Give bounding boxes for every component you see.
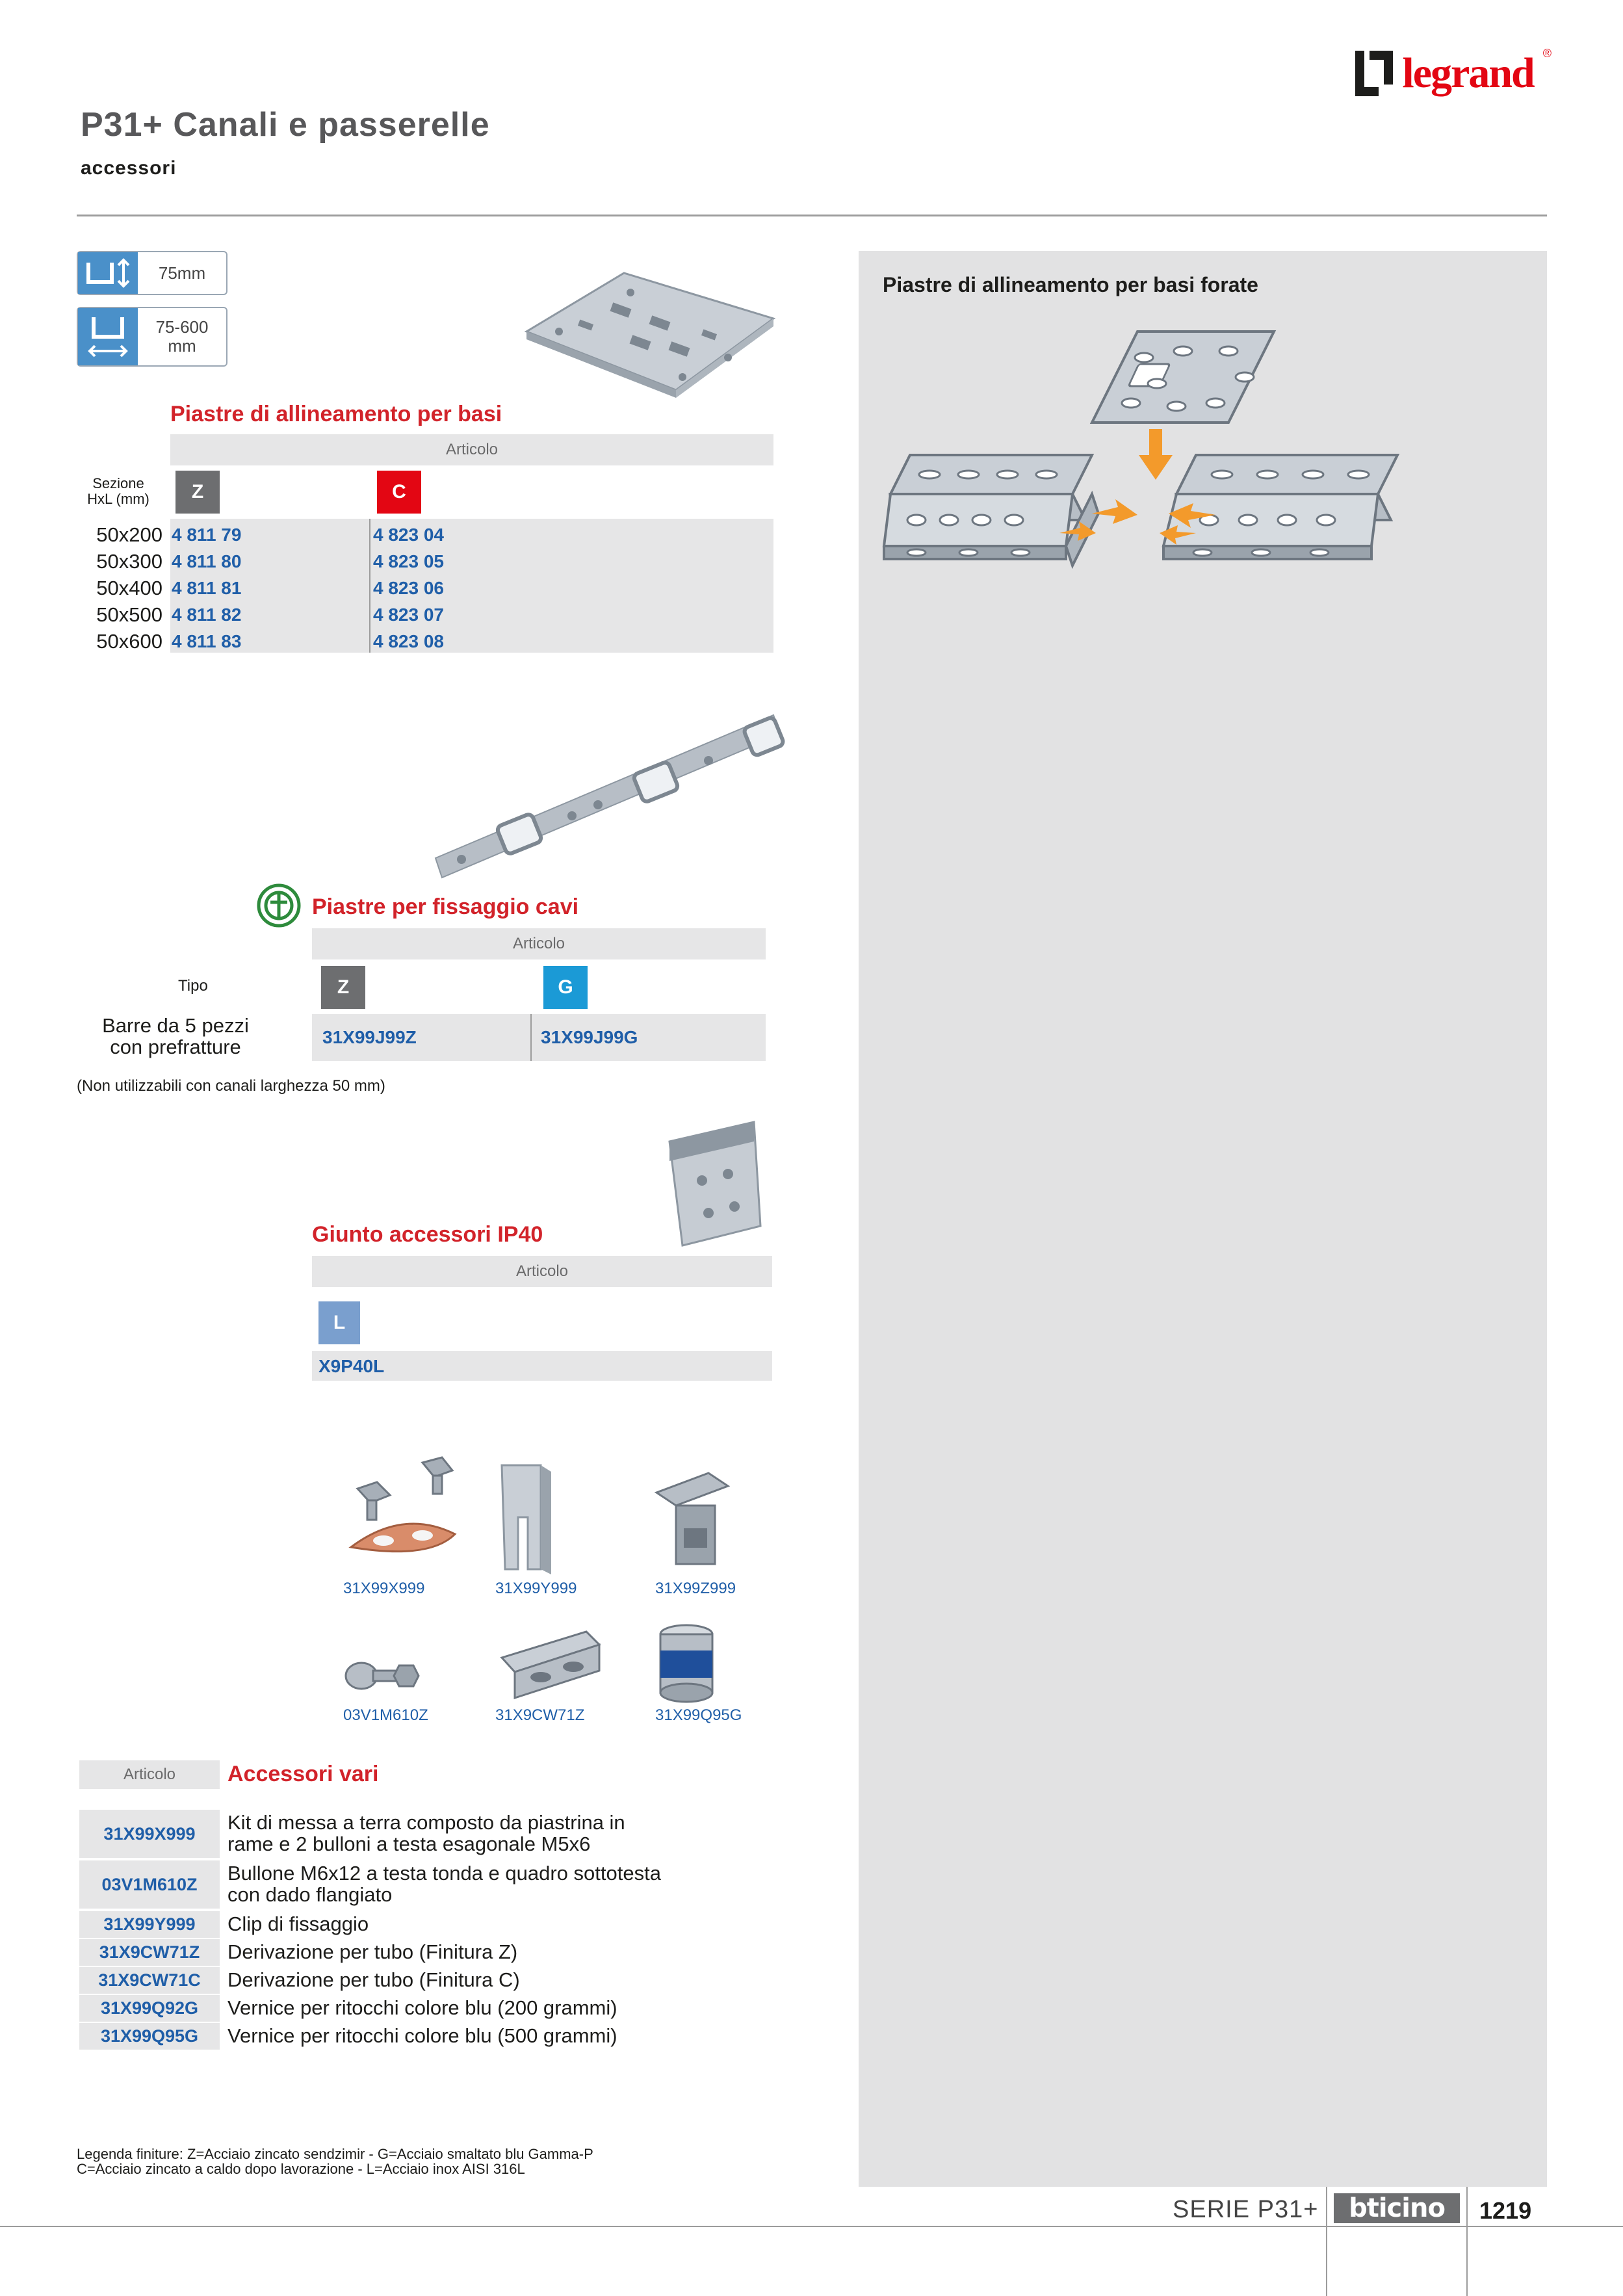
accessory-code: 03V1M610Z bbox=[79, 1860, 220, 1909]
ip40-joint-code: X9P40L bbox=[318, 1356, 385, 1376]
row-size: 50x200 bbox=[96, 523, 162, 546]
finish-z-badge: Z bbox=[175, 471, 220, 514]
footer-divider-left bbox=[1326, 2187, 1327, 2296]
accessory-description bbox=[220, 1863, 661, 1905]
accessory-code: 31X99Q92G bbox=[79, 1995, 220, 2022]
accessory-description bbox=[220, 1812, 625, 1855]
table-row bbox=[79, 1939, 794, 1966]
caption-paint-can: 31X99Q95G bbox=[655, 1706, 742, 1724]
alignment-article-header: Articolo bbox=[170, 434, 773, 465]
cable-fixing-article-header: Articolo bbox=[312, 928, 766, 959]
finish-g-badge: G bbox=[543, 966, 588, 1009]
footer-rule bbox=[0, 2226, 1623, 2227]
footer-divider-right bbox=[1466, 2187, 1468, 2296]
row-size: 50x500 bbox=[96, 603, 162, 626]
bticino-logo bbox=[1334, 2193, 1460, 2223]
bticino-wordmark: bticino bbox=[1349, 2193, 1445, 2223]
sezione-label-line2: HxL (mm) bbox=[87, 491, 149, 508]
accessory-code: 31X9CW71Z bbox=[79, 1939, 220, 1966]
ip40-joint-article-header: Articolo bbox=[312, 1256, 772, 1287]
caption-fixing-clip: 31X99Y999 bbox=[495, 1580, 577, 1597]
table-row bbox=[77, 575, 773, 601]
table-row bbox=[77, 521, 773, 548]
caption-earthing-kit: 31X99X999 bbox=[343, 1580, 425, 1597]
row-code-z: 4 811 79 bbox=[172, 524, 242, 545]
alignment-plate-image bbox=[513, 260, 786, 403]
row-code-z: 4 811 83 bbox=[172, 631, 242, 651]
height-dimension-icon bbox=[78, 252, 138, 294]
row-code-c: 4 823 06 bbox=[373, 577, 444, 598]
accessories-heading: Accessori vari bbox=[227, 1762, 379, 1786]
table-row bbox=[79, 1911, 794, 1938]
table-row bbox=[79, 2023, 794, 2050]
accessory-code: 31X99Y999 bbox=[79, 1911, 220, 1938]
legend-line2: C=Acciaio zincato a caldo dopo lavorazione - L=Acciaio inox AISI 316L bbox=[77, 2161, 525, 2178]
cable-fixing-code-g: 31X99J99G bbox=[541, 1027, 638, 1047]
cable-fixing-description bbox=[78, 1015, 273, 1058]
sezione-label bbox=[77, 476, 160, 507]
page-number: 1219 bbox=[1479, 2197, 1532, 2224]
finish-l-badge: L bbox=[318, 1301, 360, 1344]
table-row bbox=[79, 1810, 794, 1858]
touchup-paint-can-image bbox=[654, 1621, 719, 1706]
legrand-mark-icon bbox=[1355, 51, 1393, 96]
page-subtitle: accessori bbox=[81, 157, 177, 179]
legrand-logo bbox=[1355, 44, 1552, 103]
accessory-desc-line1: Kit di messa a terra composto da piastrina in bbox=[227, 1811, 625, 1834]
ip40-joint-image bbox=[656, 1115, 767, 1252]
row-size: 50x600 bbox=[96, 629, 162, 653]
caption-tube-branch: 31X9CW71Z bbox=[495, 1706, 585, 1724]
alignment-assembly-diagram bbox=[877, 325, 1423, 611]
table-row bbox=[77, 628, 773, 655]
ip40-joint-heading: Giunto accessori IP40 bbox=[312, 1222, 543, 1247]
row-code-c: 4 823 04 bbox=[373, 524, 444, 545]
table-row bbox=[79, 1995, 794, 2022]
height-dimension-text: 75mm bbox=[158, 263, 206, 283]
legrand-wordmark: legrand bbox=[1402, 49, 1534, 97]
accessory-description: Derivazione per tubo (Finitura C) bbox=[227, 1968, 520, 1992]
accessory-desc-line2: con dado flangiato bbox=[227, 1883, 393, 1906]
row-size: 50x400 bbox=[96, 576, 162, 599]
accessory-desc-line2: rame e 2 bulloni a testa esagonale M5x6 bbox=[227, 1833, 591, 1855]
row-code-c: 4 823 05 bbox=[373, 551, 444, 571]
sezione-label-line1: Sezione bbox=[92, 475, 144, 491]
cable-fixing-desc-line2: con prefratture bbox=[110, 1035, 241, 1058]
row-code-c: 4 823 07 bbox=[373, 604, 444, 625]
width-dimension-icon bbox=[78, 308, 138, 365]
table-row bbox=[77, 548, 773, 575]
accessories-article-header: Articolo bbox=[79, 1760, 220, 1789]
alignment-table bbox=[77, 521, 773, 655]
width-dimension-text: 75-600 mm bbox=[155, 317, 209, 356]
alignment-plates-heading: Piastre di allineamento per basi bbox=[170, 402, 502, 426]
cable-fixing-code-z: 31X99J99Z bbox=[322, 1027, 417, 1047]
accessory-description: Vernice per ritocchi colore blu (500 grammi) bbox=[227, 2024, 617, 2048]
header-rule bbox=[77, 215, 1547, 216]
row-code-c: 4 823 08 bbox=[373, 631, 444, 651]
registered-mark: ® bbox=[1542, 47, 1552, 60]
accessories-table bbox=[79, 1810, 794, 2050]
tipo-label: Tipo bbox=[178, 977, 208, 995]
earthing-symbol-icon bbox=[256, 883, 302, 928]
row-code-z: 4 811 81 bbox=[172, 577, 242, 598]
fixing-clip-image bbox=[489, 1459, 560, 1576]
caption-bracket: 31X99Z999 bbox=[655, 1580, 736, 1597]
finish-c-badge: C bbox=[377, 471, 421, 514]
tube-branch-image bbox=[495, 1625, 606, 1703]
accessory-desc-line1: Bullone M6x12 a testa tonda e quadro sottotesta bbox=[227, 1862, 661, 1885]
row-size: 50x300 bbox=[96, 549, 162, 573]
series-label: SERIE P31+ bbox=[1173, 2196, 1319, 2223]
page-title: P31+ Canali e passerelle bbox=[81, 106, 490, 144]
cable-fixing-heading: Piastre per fissaggio cavi bbox=[312, 894, 579, 919]
earthing-kit-image bbox=[338, 1450, 468, 1573]
cable-fixing-divider bbox=[530, 1014, 532, 1061]
support-bracket-image bbox=[643, 1467, 734, 1577]
table-row bbox=[79, 1860, 794, 1909]
accessory-code: 31X9CW71C bbox=[79, 1967, 220, 1994]
bolt-image bbox=[341, 1645, 425, 1703]
cable-fixing-bar-image bbox=[422, 696, 786, 884]
cable-fixing-note: (Non utilizzabili con canali larghezza 50 mm) bbox=[77, 1077, 385, 1095]
panel-title: Piastre di allineamento per basi forate bbox=[883, 273, 1258, 296]
accessory-description: Clip di fissaggio bbox=[227, 1912, 369, 1936]
caption-bolt: 03V1M610Z bbox=[343, 1706, 428, 1724]
table-row bbox=[77, 601, 773, 628]
finish-legend bbox=[77, 2146, 593, 2176]
accessory-description: Derivazione per tubo (Finitura Z) bbox=[227, 1940, 518, 1964]
accessory-description: Vernice per ritocchi colore blu (200 grammi) bbox=[227, 1996, 617, 2020]
height-dimension-badge bbox=[77, 251, 227, 295]
legend-line1: Legenda finiture: Z=Acciaio zincato sendzimir - G=Acciaio smaltato blu Gamma-P bbox=[77, 2146, 593, 2162]
row-code-z: 4 811 80 bbox=[172, 551, 242, 571]
accessory-code: 31X99Q95G bbox=[79, 2023, 220, 2050]
accessory-code: 31X99X999 bbox=[79, 1810, 220, 1858]
table-row bbox=[79, 1967, 794, 1994]
finish-z-badge: Z bbox=[321, 966, 365, 1009]
row-code-z: 4 811 82 bbox=[172, 604, 242, 625]
width-dimension-badge bbox=[77, 307, 227, 367]
cable-fixing-desc-line1: Barre da 5 pezzi bbox=[102, 1014, 249, 1037]
